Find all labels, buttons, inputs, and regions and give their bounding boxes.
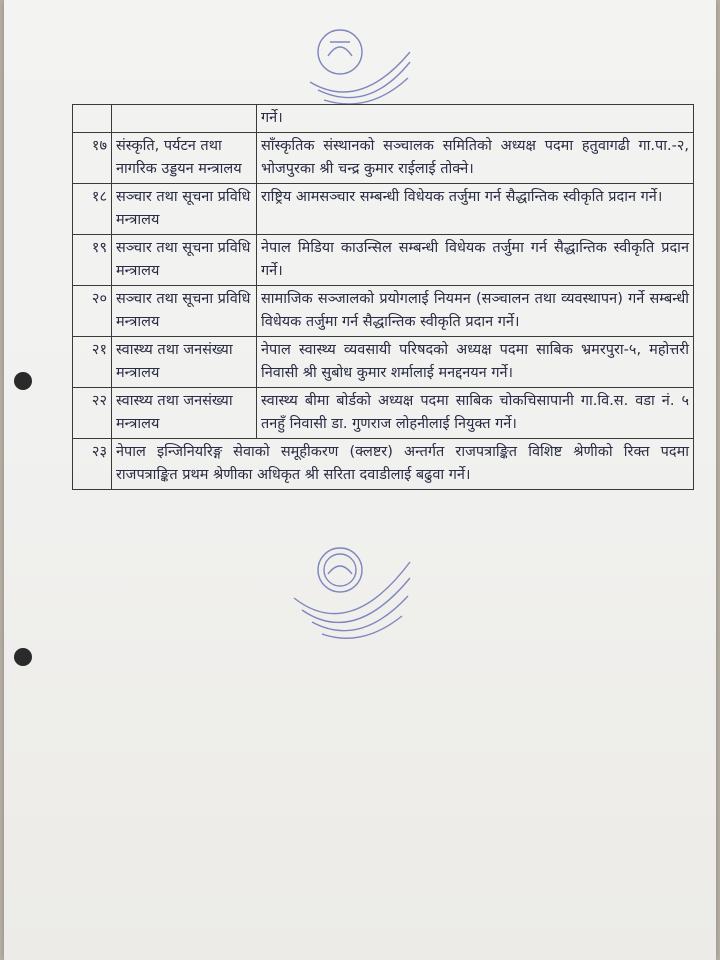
ministry-cell: सञ्चार तथा सूचना प्रविधि मन्त्रालय bbox=[112, 235, 257, 286]
row-number: २२ bbox=[73, 388, 112, 439]
decision-cell: नेपाल स्वास्थ्य व्यवसायी परिषदको अध्यक्ष पदमा साबिक भ्रमरपुरा-५, महोत्तरी निवासी श्री सुबोध कुमार शर्मालाई मनद्दनयन गर्ने। bbox=[257, 337, 694, 388]
decision-cell: साँस्कृतिक संस्थानको सञ्चालक समितिको अध्यक्ष पदमा हतुवागढी गा.पा.-२, भोजपुरका श्री चन्द्र कुमार राईलाई तोक्ने। bbox=[257, 133, 694, 184]
table-row bbox=[73, 337, 694, 388]
decision-cell: राष्ट्रिय आमसञ्चार सम्बन्धी विधेयक तर्जुमा गर्न सैद्धान्तिक स्वीकृति प्रदान गर्ने। bbox=[257, 184, 694, 235]
row-number: २० bbox=[73, 286, 112, 337]
row-number: १७ bbox=[73, 133, 112, 184]
decision-cell: सामाजिक सञ्जालको प्रयोगलाई नियमन (सञ्चालन तथा व्यवस्थापन) गर्ने सम्बन्धी विधेयक तर्जुमा गर्न सैद्धान्तिक स्वीकृति प्रदान गर्ने। bbox=[257, 286, 694, 337]
decision-cell: नेपाल मिडिया काउन्सिल सम्बन्धी विधेयक तर्जुमा गर्न सैद्धान्तिक स्वीकृति प्रदान गर्ने। bbox=[257, 235, 694, 286]
punch-hole bbox=[14, 648, 32, 666]
table-row bbox=[73, 235, 694, 286]
punch-hole bbox=[14, 372, 32, 390]
official-stamp-top bbox=[300, 12, 420, 112]
official-stamp-bottom bbox=[288, 542, 418, 652]
ministry-cell: स्वास्थ्य तथा जनसंख्या मन्त्रालय bbox=[112, 388, 257, 439]
table-row bbox=[73, 105, 694, 133]
document-page bbox=[4, 0, 716, 960]
ministry-cell: स्वास्थ्य तथा जनसंख्या मन्त्रालय bbox=[112, 337, 257, 388]
row-number bbox=[73, 105, 112, 133]
row-number: १८ bbox=[73, 184, 112, 235]
table-row bbox=[73, 439, 694, 490]
ministry-cell: सञ्चार तथा सूचना प्रविधि मन्त्रालय bbox=[112, 286, 257, 337]
decision-cell-wide: नेपाल इन्जिनियरिङ्ग सेवाको समूहीकरण (क्लष्टर) अन्तर्गत राजपत्राङ्कित विशिष्ट श्रेणीको रिक्त पदमा राजपत्राङ्कित प्रथम श्रेणीका अधिकृत श्री सरिता दवाडीलाई बढुवा गर्ने। bbox=[112, 439, 694, 490]
decision-cell: स्वास्थ्य बीमा बोर्डको अध्यक्ष पदमा साबिक चोकचिसापानी गा.वि.स. वडा नं. ५ तनहुँ निवासी डा. गुणराज लोहनीलाई नियुक्त गर्ने। bbox=[257, 388, 694, 439]
table-row bbox=[73, 388, 694, 439]
ministry-cell bbox=[112, 105, 257, 133]
table-row bbox=[73, 133, 694, 184]
row-number: १९ bbox=[73, 235, 112, 286]
decision-cell: गर्ने। bbox=[257, 105, 694, 133]
table-row bbox=[73, 286, 694, 337]
ministry-cell: संस्कृति, पर्यटन तथा नागरिक उड्डयन मन्त्रालय bbox=[112, 133, 257, 184]
ministry-cell: सञ्चार तथा सूचना प्रविधि मन्त्रालय bbox=[112, 184, 257, 235]
row-number: २१ bbox=[73, 337, 112, 388]
table-row bbox=[73, 184, 694, 235]
decisions-table bbox=[72, 104, 694, 490]
row-number: २३ bbox=[73, 439, 112, 490]
